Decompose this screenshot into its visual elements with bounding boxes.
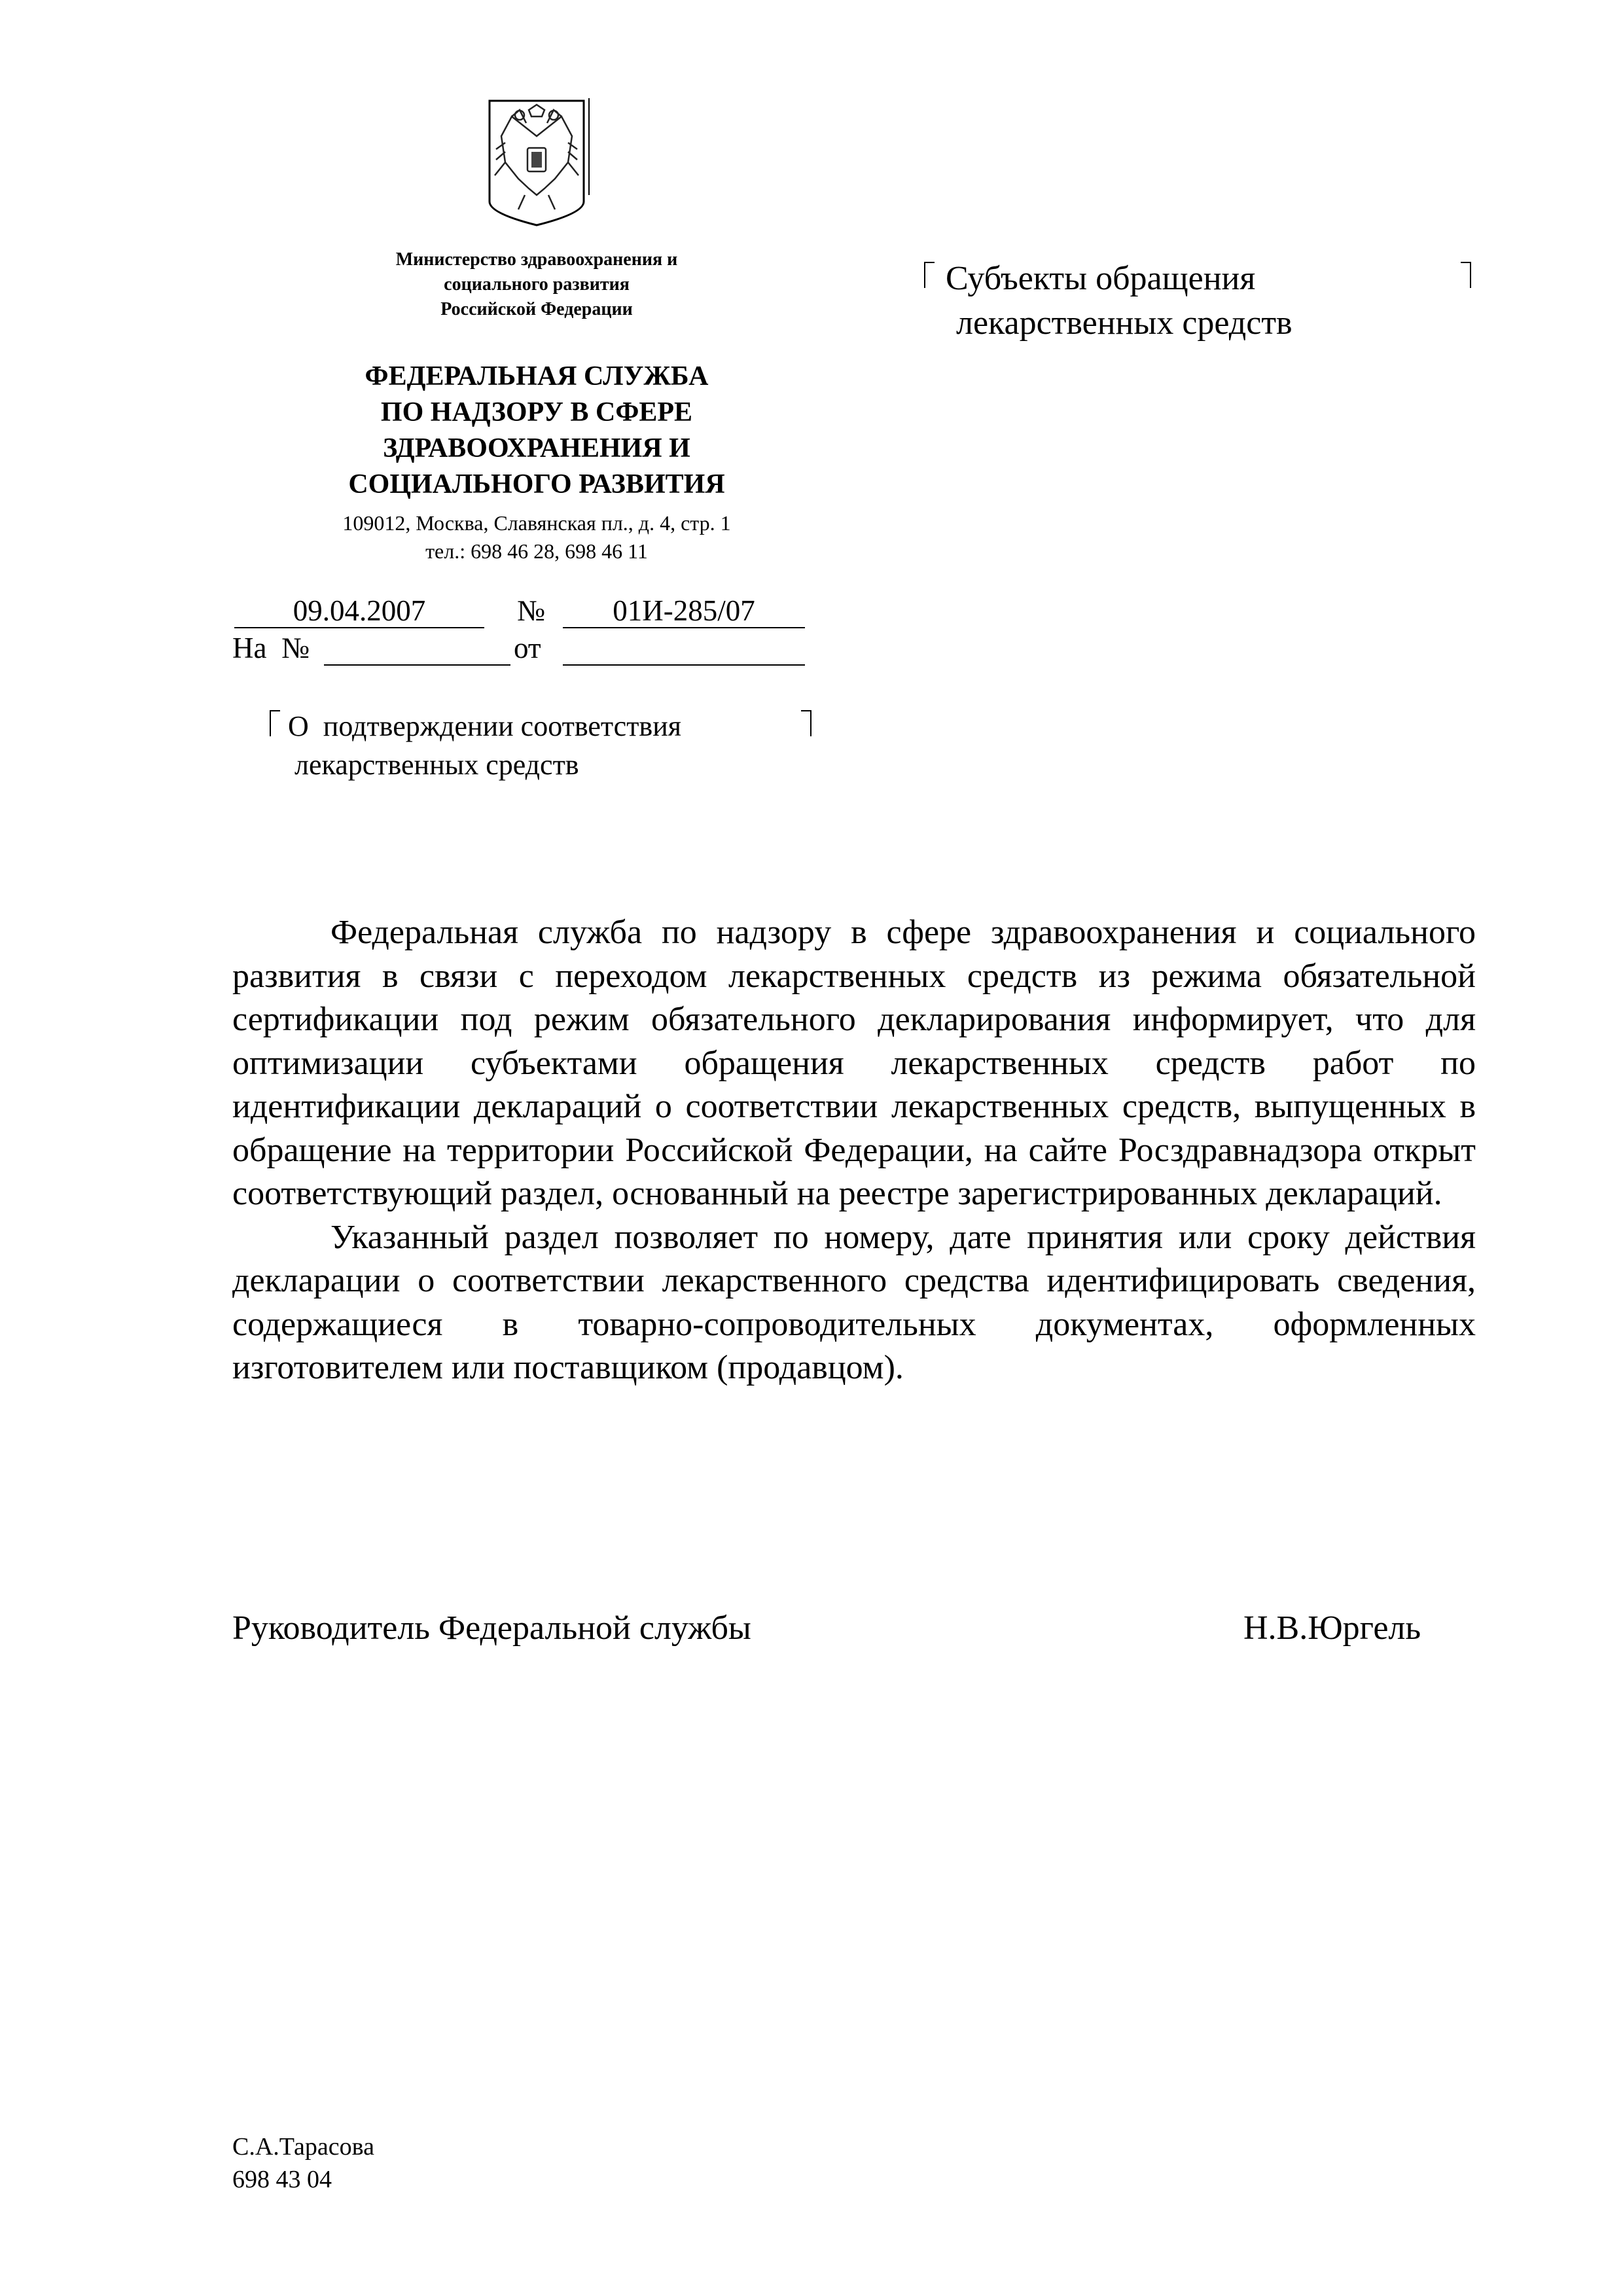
double-headed-eagle-icon	[486, 97, 590, 231]
service-line: ЗДРАВООХРАНЕНИЯ И	[383, 433, 690, 463]
reply-date	[563, 632, 805, 666]
coat-of-arms-emblem	[486, 97, 590, 231]
outgoing-number-field	[563, 594, 805, 628]
executor-phone: 698 43 04	[232, 2166, 332, 2193]
signatory-name: Н.В.Юргель	[1243, 1609, 1421, 1647]
service-name	[262, 359, 812, 503]
reply-number-field	[324, 632, 510, 666]
signatory-title: Руководитель Федеральной службы	[232, 1609, 751, 1647]
ministry-name	[308, 247, 766, 322]
subject	[288, 707, 681, 784]
subject-line: О подтверждении соответствия	[288, 710, 681, 742]
service-line: ПО НАДЗОРУ В СФЕРЕ	[380, 397, 693, 427]
outgoing-number: 01И-285/07	[563, 594, 805, 628]
executor-name: С.А.Тарасова	[232, 2133, 374, 2161]
ministry-line: Российской Федерации	[440, 299, 633, 319]
service-address	[262, 509, 812, 565]
addressee-bracket-left	[924, 262, 935, 288]
addressee-bracket-right	[1461, 262, 1471, 288]
reply-from-label: от	[514, 632, 541, 664]
addressee	[946, 257, 1293, 346]
outgoing-date-field	[234, 594, 484, 628]
number-sign: №	[517, 594, 545, 627]
reply-date-field	[563, 632, 805, 666]
address-line: тел.: 698 46 28, 698 46 11	[425, 539, 648, 563]
addressee-line: Субъекты обращения	[946, 260, 1256, 297]
subject-bracket-left	[270, 710, 280, 736]
letter-body	[232, 911, 1476, 1390]
executor-info	[232, 2130, 374, 2196]
body-paragraph: Указанный раздел позволяет по номеру, дате принятия или сроку действия декларации о соответствии лекарственного средства идентифицировать сведения, содержащиеся в товарно-сопроводительных документах, оформленных изготовителем или поставщиком (продавцом).	[232, 1218, 1476, 1386]
reply-number	[324, 632, 510, 666]
address-line: 109012, Москва, Славянская пл., д. 4, стр. 1	[342, 511, 731, 535]
addressee-line: лекарственных средств	[956, 304, 1293, 342]
service-line: СОЦИАЛЬНОГО РАЗВИТИЯ	[348, 469, 725, 499]
reply-number-label: На №	[232, 632, 310, 664]
body-paragraph: Федеральная служба по надзору в сфере здравоохранения и социального развития в связи с переходом лекарственных средств из режима обязательной сертификации под режим обязательного декларирования информирует, что для оптимизации субъектами обращения лекарственных средств работ по идентификации деклараций о соответствии лекарственных средств, выпущенных в обращение на территории Российской Федерации, на сайте Росздравнадзора открыт соответствующий раздел, основанный на реестре зарегистрированных деклараций.	[232, 914, 1476, 1212]
subject-line: лекарственных средств	[294, 749, 579, 781]
ministry-line: Министерство здравоохранения и	[395, 249, 678, 270]
ministry-line: социального развития	[444, 274, 630, 295]
subject-bracket-right	[801, 710, 812, 736]
service-line: ФЕДЕРАЛЬНАЯ СЛУЖБА	[365, 361, 709, 391]
outgoing-date: 09.04.2007	[234, 594, 484, 628]
